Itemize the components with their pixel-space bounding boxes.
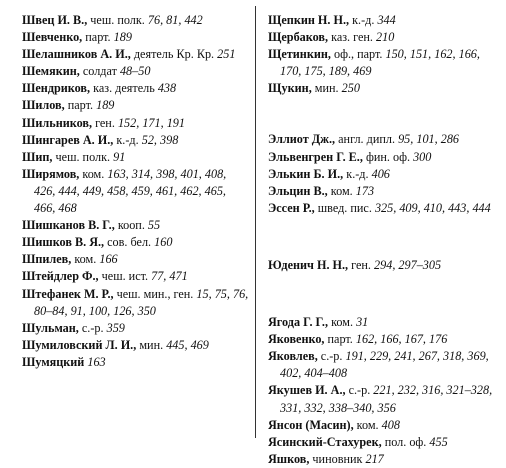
entry-name: Шевченко, xyxy=(22,30,83,45)
index-entry xyxy=(22,286,250,320)
entry-pages: 221, 232, 316, 321–328, 331, 332, 338–340, 356 xyxy=(280,383,493,415)
index-group-e xyxy=(268,131,500,216)
entry-description: парт. xyxy=(64,98,97,113)
index-entry xyxy=(268,12,500,29)
entry-description: с.-р. xyxy=(78,320,107,335)
entry-description: мин. xyxy=(311,81,342,96)
entry-name: Эльвенгрен Г. Е., xyxy=(268,149,363,164)
entry-description: парт. xyxy=(324,332,356,347)
entry-description: с.-р. xyxy=(345,383,374,398)
index-group-ya xyxy=(268,314,500,468)
entry-description: ком. xyxy=(328,315,357,330)
entry-pages: 189 xyxy=(96,98,115,113)
entry-name: Янсон (Масин), xyxy=(268,417,354,432)
index-entry xyxy=(22,217,250,234)
index-column-right xyxy=(268,12,500,468)
index-column-left xyxy=(22,12,250,371)
entry-name: Шумиловский Л. И., xyxy=(22,337,137,352)
entry-name: Ясинский-Стахурек, xyxy=(268,434,382,449)
entry-description: кооп. xyxy=(114,218,148,233)
group-spacer xyxy=(268,217,500,257)
entry-description: ген. xyxy=(348,257,375,272)
entry-description: каз. ген. xyxy=(328,30,377,45)
entry-name: Щепкин Н. Н., xyxy=(268,13,350,27)
index-entry xyxy=(268,80,500,97)
entry-name: Юденич Н. Н., xyxy=(268,257,349,272)
index-entry xyxy=(22,29,250,46)
entry-pages: 91 xyxy=(113,149,126,164)
index-entry xyxy=(268,200,500,217)
entry-pages: 160 xyxy=(154,235,173,250)
entry-pages: 31 xyxy=(356,315,369,330)
entry-name: Щетинкин, xyxy=(268,47,331,62)
entry-name: Шилов, xyxy=(22,98,65,113)
entry-pages: 406 xyxy=(371,166,390,181)
entry-pages: 300 xyxy=(413,149,432,164)
entry-description: каз. деятель xyxy=(90,81,158,96)
entry-description: ком. xyxy=(79,166,108,181)
entry-pages: 55 xyxy=(147,218,161,233)
entry-pages: 359 xyxy=(106,320,125,335)
entry-pages: 76, 81, 442 xyxy=(147,13,203,27)
index-entry xyxy=(268,166,500,183)
index-entry xyxy=(268,29,500,46)
entry-pages: 189 xyxy=(113,30,132,45)
entry-name: Шишков В. Я., xyxy=(22,235,105,250)
index-entry xyxy=(268,331,500,348)
entry-name: Шемякин, xyxy=(22,64,80,79)
entry-name: Щукин, xyxy=(268,81,312,96)
entry-pages: 455 xyxy=(429,434,448,449)
entry-description: сов. бел. xyxy=(104,235,155,250)
entry-pages: 173 xyxy=(355,183,375,198)
entry-pages: 344 xyxy=(377,13,396,27)
index-entry xyxy=(268,348,500,382)
index-entry xyxy=(22,12,250,29)
entry-name: Щербаков, xyxy=(268,30,329,45)
entry-name: Швец И. В., xyxy=(22,13,88,27)
index-group-shch xyxy=(268,12,500,97)
entry-pages: 48–50 xyxy=(119,64,151,79)
index-entry xyxy=(22,63,250,80)
entry-description: ген. xyxy=(92,115,118,130)
entry-name: Шульман, xyxy=(22,320,79,335)
entry-name: Элькин Б. И., xyxy=(268,166,344,181)
entry-pages: 325, 409, 410, 443, 444 xyxy=(374,200,491,215)
index-entry xyxy=(268,382,500,416)
entry-name: Ягода Г. Г., xyxy=(268,315,329,330)
entry-pages: 210 xyxy=(376,30,395,45)
entry-description: швед. пис. xyxy=(314,200,375,215)
index-entry xyxy=(268,131,500,148)
entry-name: Шендриков, xyxy=(22,81,91,96)
entry-description: фин. оф. xyxy=(362,149,414,164)
index-entry xyxy=(22,251,250,268)
entry-pages: 166 xyxy=(99,252,118,267)
entry-name: Ширямов, xyxy=(22,166,80,181)
entry-name: Эссен Р., xyxy=(268,200,315,215)
entry-pages: 408 xyxy=(381,417,400,432)
entry-pages: 294, 297–305 xyxy=(374,257,442,272)
entry-description: к.-д. xyxy=(349,13,378,27)
entry-pages: 52, 398 xyxy=(141,132,179,147)
index-entry xyxy=(268,314,500,331)
entry-pages: 163, 314, 398, 401, 408, 426, 444, 449, 458, 459, 461, 462, 465, 466, 468 xyxy=(34,166,227,216)
entry-name: Шумяцкий xyxy=(22,354,85,369)
index-entry xyxy=(22,166,250,217)
entry-name: Яковенко, xyxy=(268,332,325,347)
entry-pages: 15, 75, 76, 80–84, 91, 100, 126, 350 xyxy=(34,286,249,318)
column-divider xyxy=(255,6,256,438)
entry-description: парт. xyxy=(82,30,114,45)
entry-name: Яковлев, xyxy=(268,349,318,364)
entry-name: Шип, xyxy=(22,149,53,164)
index-entry xyxy=(268,46,500,80)
entry-description: чеш. ист. xyxy=(98,269,152,284)
index-entry xyxy=(22,149,250,166)
entry-description: к.-д. xyxy=(343,166,372,181)
entry-description: чиновник xyxy=(309,451,366,466)
entry-description: ком. xyxy=(353,417,382,432)
entry-name: Шпилев, xyxy=(22,252,72,267)
index-entry xyxy=(22,320,250,337)
entry-description: солдат xyxy=(79,64,120,79)
entry-pages: 438 xyxy=(157,81,177,96)
index-entry xyxy=(22,132,250,149)
index-entry xyxy=(22,97,250,114)
entry-name: Эльцин В., xyxy=(268,183,328,198)
index-entry xyxy=(268,417,500,434)
entry-description: мин. xyxy=(136,337,167,352)
entry-description: к.-д. xyxy=(113,132,142,147)
entry-pages: 163 xyxy=(87,354,106,369)
entry-pages: 77, 471 xyxy=(151,269,188,284)
entry-description: чеш. полк. xyxy=(87,13,148,27)
index-entry xyxy=(22,80,250,97)
entry-pages: 251 xyxy=(217,47,236,62)
group-spacer xyxy=(268,97,500,131)
entry-description: пол. оф. xyxy=(381,434,430,449)
index-entry xyxy=(22,337,250,354)
entry-name: Шелашников А. И., xyxy=(22,47,131,62)
index-entry xyxy=(268,183,500,200)
entry-name: Эллиот Дж., xyxy=(268,132,336,147)
index-entry xyxy=(268,451,500,468)
group-spacer xyxy=(268,274,500,314)
entry-name: Шингарев А. И., xyxy=(22,132,114,147)
entry-pages: 150, 151, 162, 166, 170, 175, 189, 469 xyxy=(280,47,480,79)
index-group-yu xyxy=(268,257,500,274)
entry-description: ком. xyxy=(71,252,100,267)
entry-description: ком. xyxy=(327,183,356,198)
entry-description: чеш. полк. xyxy=(52,149,114,164)
index-entry xyxy=(22,115,250,132)
entry-pages: 162, 166, 167, 176 xyxy=(355,332,448,347)
entry-pages: 191, 229, 241, 267, 318, 369, 402, 404–408 xyxy=(280,349,489,381)
entry-pages: 95, 101, 286 xyxy=(398,132,459,147)
entry-pages: 250 xyxy=(341,81,360,96)
entry-pages: 217 xyxy=(365,451,384,466)
index-entry xyxy=(22,354,250,371)
entry-description: англ. дипл. xyxy=(335,132,399,147)
entry-pages: 152, 171, 191 xyxy=(117,115,185,130)
index-entry xyxy=(268,257,500,274)
index-entry xyxy=(268,434,500,451)
index-entry xyxy=(22,46,250,63)
entry-description: с.-р. xyxy=(317,349,346,364)
entry-description: оф., парт. xyxy=(330,47,386,62)
entry-name: Штейдлер Ф., xyxy=(22,269,99,284)
index-entry xyxy=(22,268,250,285)
entry-description: чеш. мин., ген. xyxy=(113,286,197,301)
entry-name: Шильников, xyxy=(22,115,93,130)
entry-name: Яшков, xyxy=(268,451,310,466)
entry-pages: 445, 469 xyxy=(166,337,209,352)
entry-description: деятель Кр. Кр. xyxy=(130,47,218,62)
index-entry xyxy=(22,234,250,251)
entry-name: Якушев И. А., xyxy=(268,383,346,398)
index-entry xyxy=(268,149,500,166)
entry-name: Шишканов В. Г., xyxy=(22,218,115,233)
entry-name: Штефанек М. Р., xyxy=(22,286,114,301)
